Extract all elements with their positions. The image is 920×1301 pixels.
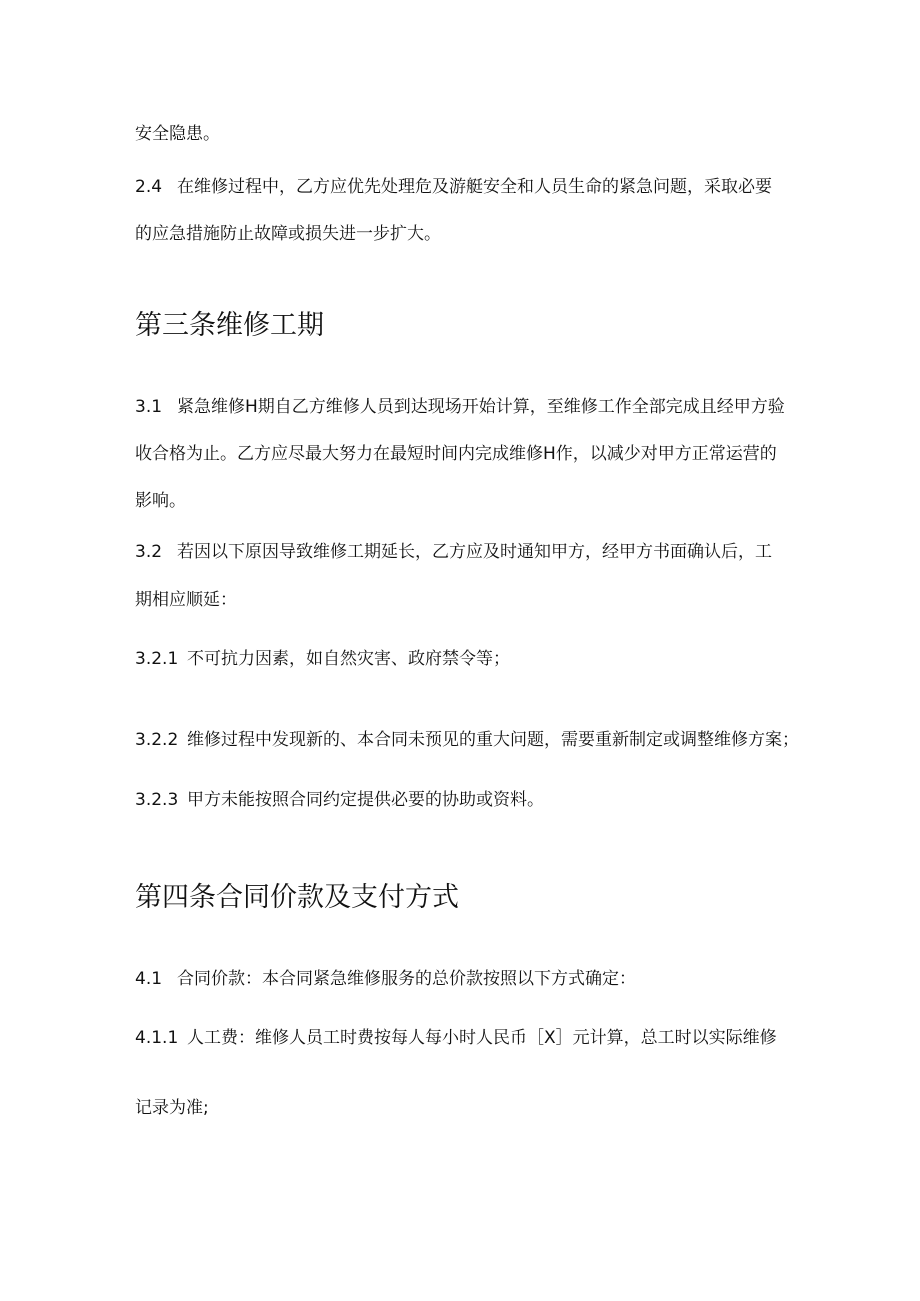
clause-text: 甲方未能按照合同约定提供必要的协助或资料。 xyxy=(187,790,544,810)
clause-text: 合同价款：本合同紧急维修服务的总价款按照以下方式确定： xyxy=(177,969,636,989)
clause-number: 3.2.1 xyxy=(135,649,179,669)
paragraph-text: 安全隐患。 xyxy=(135,124,220,144)
clause-number: 3.2 xyxy=(135,542,163,562)
clause-2-4-continued: 的应急措施防止故障或损失进一步扩大。 xyxy=(135,224,441,244)
clause-text: 维修过程中发现新的、本合同未预见的重大问题，需要重新制定或调整维修方案； xyxy=(187,730,799,750)
clause-number: 4.1 xyxy=(135,969,163,989)
article-4-heading: 第四条合同价款及支付方式 xyxy=(135,882,459,913)
clause-3-1-continued: 收合格为止。乙方应尽最大努力在最短时间内完成维修H作，以减少对甲方正常运营的 xyxy=(135,444,777,464)
clause-text: 不可抗力因素，如自然灾害、政府禁令等； xyxy=(187,649,510,669)
article-3-heading: 第三条维修工期 xyxy=(135,310,324,341)
clause-3-2-3 xyxy=(135,789,544,811)
clause-4-1-1 xyxy=(135,1027,777,1049)
clause-number: 4.1.1 xyxy=(135,1028,179,1048)
clause-2-4 xyxy=(135,176,772,198)
clause-3-2-2 xyxy=(135,729,799,751)
clause-text: 人工费：维修人员工时费按每人每小时人民币［X］元计算，总工时以实际维修 xyxy=(187,1028,777,1048)
clause-number: 3.2.3 xyxy=(135,790,179,810)
clause-3-2-continued: 期相应顺延： xyxy=(135,590,237,610)
clause-text: 紧急维修H期自乙方维修人员到达现场开始计算，至维修工作全部完成且经甲方验 xyxy=(177,397,785,417)
clause-text: 在维修过程中，乙方应优先处理危及游艇安全和人员生命的紧急问题，采取必要 xyxy=(177,177,772,197)
clause-text: 若因以下原因导致维修工期延长，乙方应及时通知甲方，经甲方书面确认后，工 xyxy=(177,542,772,562)
clause-3-2-1 xyxy=(135,648,510,670)
clause-number: 3.1 xyxy=(135,397,163,417)
clause-3-2 xyxy=(135,541,772,563)
clause-number: 2.4 xyxy=(135,177,163,197)
clause-4-1-1-continued: 记录为准; xyxy=(135,1098,209,1118)
clause-4-1 xyxy=(135,968,636,990)
clause-3-1-continued: 影响。 xyxy=(135,491,186,511)
clause-number: 3.2.2 xyxy=(135,730,179,750)
clause-3-1 xyxy=(135,396,785,418)
